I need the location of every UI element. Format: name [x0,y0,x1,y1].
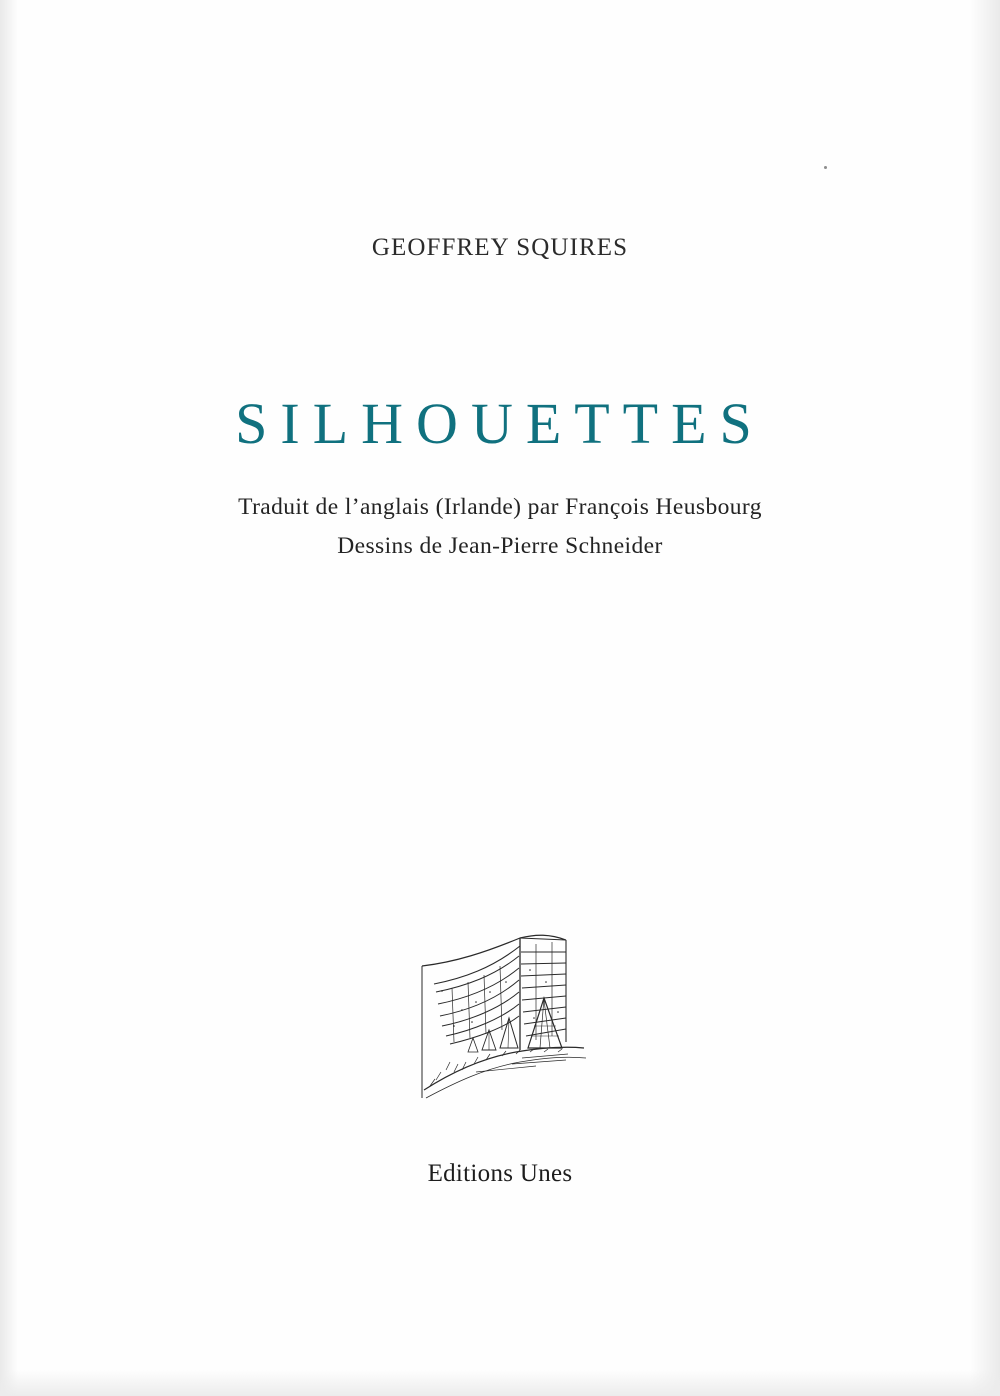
book-title: SILHOUETTES [235,391,765,456]
credits-block [0,488,1000,566]
author-name: GEOFFREY SQUIRES [371,234,629,261]
paper-speck [824,166,827,169]
cliff-and-haystacks-drawing [416,922,588,1114]
credit-illustrator: Dessins de Jean-Pierre Schneider [337,533,663,559]
publisher-name: Editions Unes [427,1160,573,1187]
credit-translator: Traduit de l’anglais (Irlande) par François Heusbourg [238,494,762,520]
paper-edge-shadow-bottom [0,1370,1000,1396]
